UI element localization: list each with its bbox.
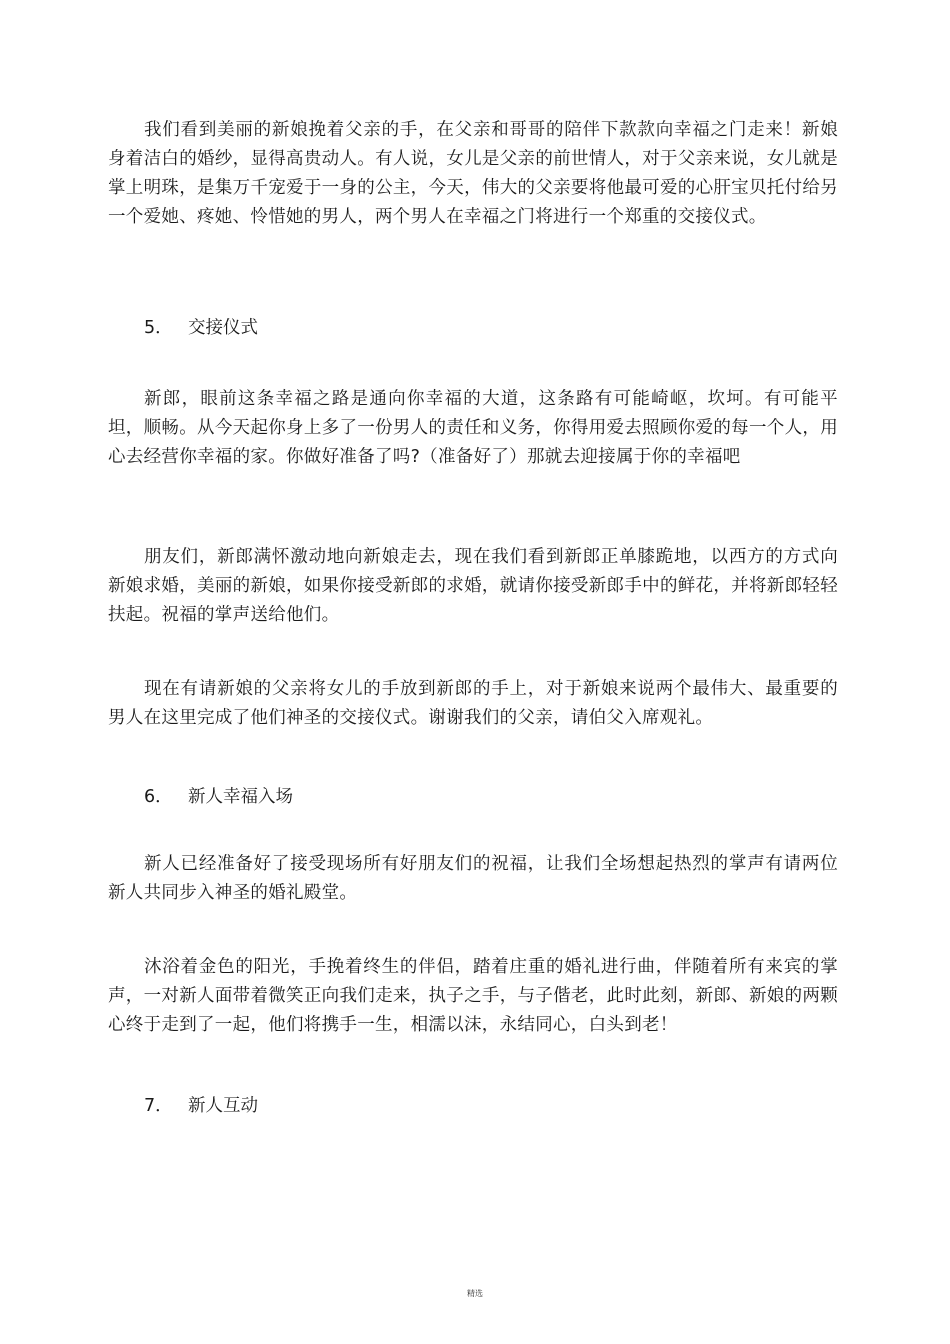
paragraph-couple-entrance: 新人已经准备好了接受现场所有好朋友们的祝福，让我们全场想起热烈的掌声有请两位新人共同步入神圣的婚礼殿堂。 (108, 854, 838, 903)
paragraph-sunshine: 沐浴着金色的阳光，手挽着终生的伴侣，踏着庄重的婚礼进行曲，伴随着所有来宾的掌声，一对新人面带着微笑正向我们走来，执子之手，与子偕老，此时此刻，新郎、新娘的两颗心终于走到了一起，他们将携手一生，相濡以沫，永结同心，白头到老！ (108, 957, 838, 1035)
page-footer-mark: 精选 (467, 1289, 483, 1298)
paragraph-handover: 现在有请新娘的父亲将女儿的手放到新郎的手上，对于新娘来说两个最伟大、最重要的男人在这里完成了他们神圣的交接仪式。谢谢我们的父亲，请伯父入席观礼。 (108, 679, 838, 728)
paragraph-proposal: 朋友们，新郎满怀激动地向新娘走去，现在我们看到新郎正单膝跪地，以西方的方式向新娘求婚，美丽的新娘，如果你接受新郎的求婚，就请你接受新郎手中的鲜花，并将新郎轻轻扶起。祝福的掌声送给他们。 (108, 547, 838, 625)
section-title: 新人幸福入场 (188, 787, 293, 807)
section-title: 交接仪式 (188, 318, 258, 338)
section-number: 5． (144, 318, 173, 338)
section-heading-5 (144, 314, 258, 343)
section-number: 6． (144, 787, 173, 807)
paragraph-bride-entrance: 我们看到美丽的新娘挽着父亲的手，在父亲和哥哥的陪伴下款款向幸福之门走来！新娘身着洁白的婚纱，显得高贵动人。有人说，女儿是父亲的前世情人，对于父亲来说，女儿就是掌上明珠，是集万千宠爱于一身的公主，今天，伟大的父亲要将他最可爱的心肝宝贝托付给另一个爱她、疼她、怜惜她的男人，两个男人在幸福之门将进行一个郑重的交接仪式。 (108, 120, 838, 227)
section-number: 7． (144, 1096, 173, 1116)
section-title: 新人互动 (188, 1096, 258, 1116)
paragraph-groom-address: 新郎，眼前这条幸福之路是通向你幸福的大道，这条路有可能崎岖，坎坷。有可能平坦，顺畅。从今天起你身上多了一份男人的责任和义务，你得用爱去照顾你爱的每一个人，用心去经营你幸福的家。你做好准备了吗?（准备好了）那就去迎接属于你的幸福吧 (108, 389, 838, 467)
section-heading-7 (144, 1092, 258, 1121)
section-heading-6 (144, 783, 293, 812)
